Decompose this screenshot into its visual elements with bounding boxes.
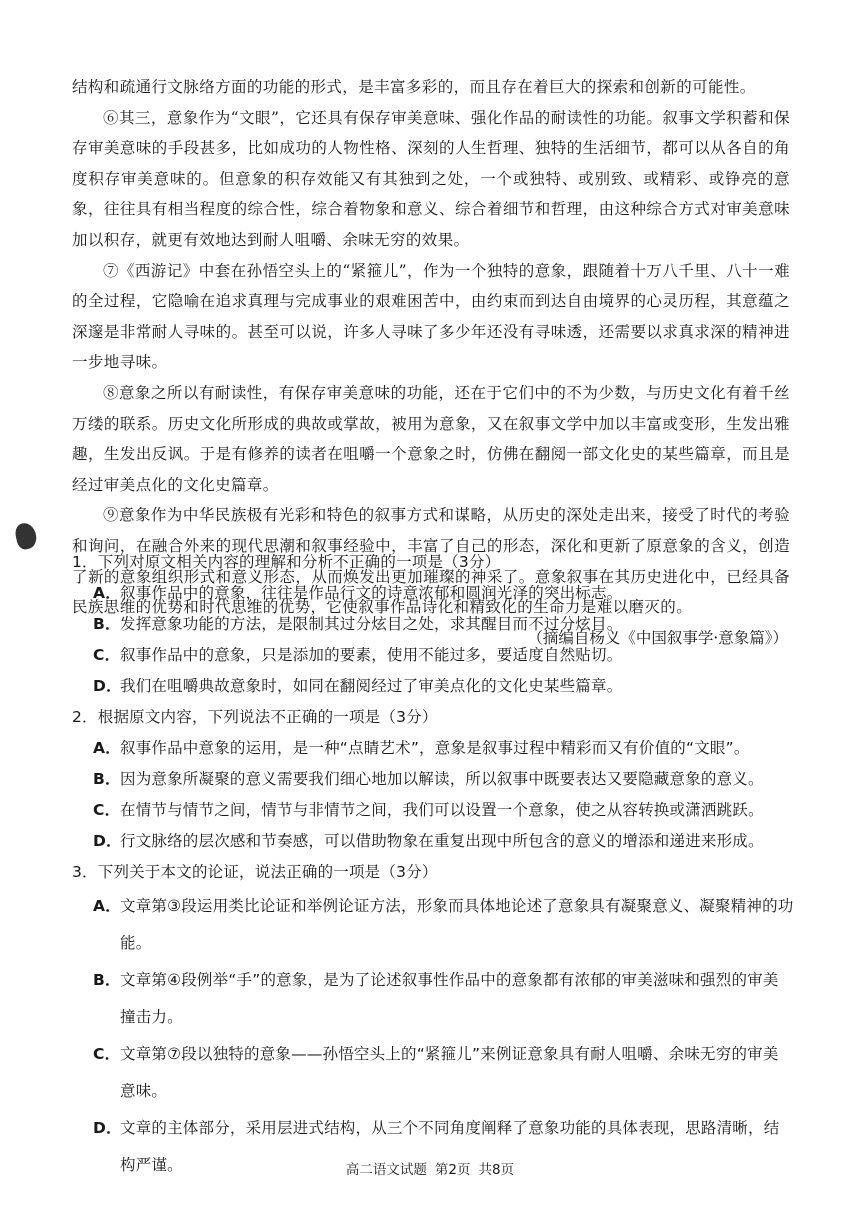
option-text: 文章第④段例举“手”的意象，是为了论述叙事性作品中的意象都有浓郁的审美滋味和强烈的审美撞击力。 — [120, 971, 779, 1026]
option-text: 叙事作品中的意象，往往是作品行文的诗意浓郁和圆润光泽的突出标志。 — [120, 584, 623, 602]
option-text: 行文脉络的层次感和节奏感，可以借助物象在重复出现中所包含的意义的增添和递进来形成。 — [120, 832, 764, 850]
option-text: 文章第③段运用类比论证和举例论证方法，形象而具体地论述了意象具有凝聚意义、凝聚精神的功能。 — [120, 897, 794, 952]
question-stem: 2．根据原文内容，下列说法不正确的一项是（3分） — [72, 708, 438, 726]
option-a — [72, 733, 794, 764]
option-letter: A． — [93, 739, 121, 757]
option-letter: C． — [93, 801, 121, 819]
footer-exam-title: 高二语文试题 — [345, 1162, 427, 1178]
option-text: 我们在咀嚼典故意象时，如同在翻阅经过了审美点化的文化史某些篇章。 — [120, 677, 623, 695]
option-d — [72, 671, 794, 702]
option-text: 叙事作品中意象的运用，是一种“点睛艺术”，意象是叙事过程中精彩而又有价值的“文眼”。 — [120, 739, 750, 757]
ink-smudge — [14, 521, 39, 551]
option-text: 文章的主体部分，采用层进式结构，从三个不同角度阐释了意象功能的具体表现，思路清晰，结构严谨。 — [120, 1119, 780, 1174]
question-stem: 1．下列对原文相关内容的理解和分析不正确的一项是（3分） — [72, 553, 501, 571]
option-b — [72, 609, 794, 640]
footer-page-number: 第2页 — [434, 1162, 471, 1178]
passage-source: （摘编自杨义《中国叙事学·意象篇》） — [527, 628, 788, 647]
option-letter: B． — [93, 615, 121, 633]
passage-paragraph: ⑨意象作为中华民族极有光彩和特色的叙事方式和谋略，从历史的深处走出来，接受了时代的考验和询问，在融合外来的现代思潮和叙事经验中，丰富了自己的形态，深化和更新了原意象的含义，创造了新的意象组织形式和意义形态，从而焕发出更加璀璨的神采了。意象叙事在其历史进化中，已经具备民族思维的优势和时代思维的优势，它使叙事作品诗化和精致化的生命力是难以磨灭的。 — [72, 506, 790, 617]
page-footer — [0, 1160, 860, 1180]
option-text: 发挥意象功能的方法，是限制其过分炫目之处，求其醒目而不过分炫目。 — [120, 615, 623, 633]
passage-paragraph: ⑦《西游记》中套在孙悟空头上的“紧箍儿”，作为一个独特的意象，跟随着十万八千里、八十一难的全过程，它隐喻在追求真理与完成事业的艰难困苦中，由约束而到达自由境界的心灵历程，其意蕴之深邃是非常耐人寻味的。甚至可以说，许多人寻味了多少年还没有寻味透，还需要以求真求深的精神进一步地寻味。 — [72, 261, 790, 372]
question-3 — [72, 857, 794, 1184]
option-text: 文章第⑦段以独特的意象——孙悟空头上的“紧箍儿”来例证意象具有耐人咀嚼、余味无穷的审美意味。 — [120, 1045, 779, 1100]
option-c — [72, 1036, 794, 1110]
option-letter: A． — [93, 897, 121, 915]
passage-paragraph: 结构和疏通行文脉络方面的功能的形式，是丰富多彩的，而且存在着巨大的探索和创新的可能性。 — [72, 78, 756, 96]
option-letter: D． — [93, 1119, 122, 1137]
option-letter: A． — [93, 584, 121, 602]
question-stem: 3．下列关于本文的论证，说法正确的一项是（3分） — [72, 863, 438, 881]
option-text: 在情节与情节之间，情节与非情节之间，我们可以设置一个意象，使之从容转换或潇洒跳跃。 — [120, 801, 764, 819]
option-letter: C． — [93, 1045, 121, 1063]
question-1 — [72, 547, 794, 702]
footer-total-pages: 共8页 — [478, 1162, 515, 1178]
question-list — [72, 547, 794, 1184]
option-a — [72, 578, 794, 609]
option-letter: C． — [93, 646, 121, 664]
option-letter: B． — [93, 770, 121, 788]
option-c — [72, 640, 794, 671]
question-2 — [72, 702, 794, 857]
option-a — [72, 888, 794, 962]
option-d — [72, 826, 794, 857]
option-text: 叙事作品中的意象，只是添加的要素，使用不能过多，要适度自然贴切。 — [120, 646, 623, 664]
option-b — [72, 962, 794, 1036]
option-text: 因为意象所凝聚的意义需要我们细心地加以解读，所以叙事中既要表达又要隐藏意象的意义。 — [120, 770, 764, 788]
option-letter: B． — [93, 971, 121, 989]
option-letter: D． — [93, 677, 122, 695]
passage-paragraph: ⑥其三，意象作为“文眼”，它还具有保存审美意味、强化作品的耐读性的功能。叙事文学积蓄和保存审美意味的手段甚多，比如成功的人物性格、深刻的人生哲理、独特的生活细节，都可以从各自的角度积存审美意味的。但意象的积存效能又有其独到之处，一个或独特、或别致、或精彩、或铮亮的意象，往往具有相当程度的综合性，综合着物象和意义、综合着细节和哲理，由这种综合方式对审美意味加以积存，就更有效地达到耐人咀嚼、余味无穷的效果。 — [72, 108, 790, 249]
option-c — [72, 795, 794, 826]
option-b — [72, 764, 794, 795]
option-letter: D． — [93, 832, 122, 850]
passage-paragraph: ⑧意象之所以有耐读性，有保存审美意味的功能，还在于它们中的不为少数，与历史文化有着千丝万缕的联系。历史文化所形成的典故或掌故，被用为意象，又在叙事文学中加以丰富或变形，生发出雅趣，生发出反讽。于是有修养的读者在咀嚼一个意象之时，仿佛在翻阅一部文化史的某些篇章，而且是经过审美点化的文化史篇章。 — [72, 383, 790, 494]
